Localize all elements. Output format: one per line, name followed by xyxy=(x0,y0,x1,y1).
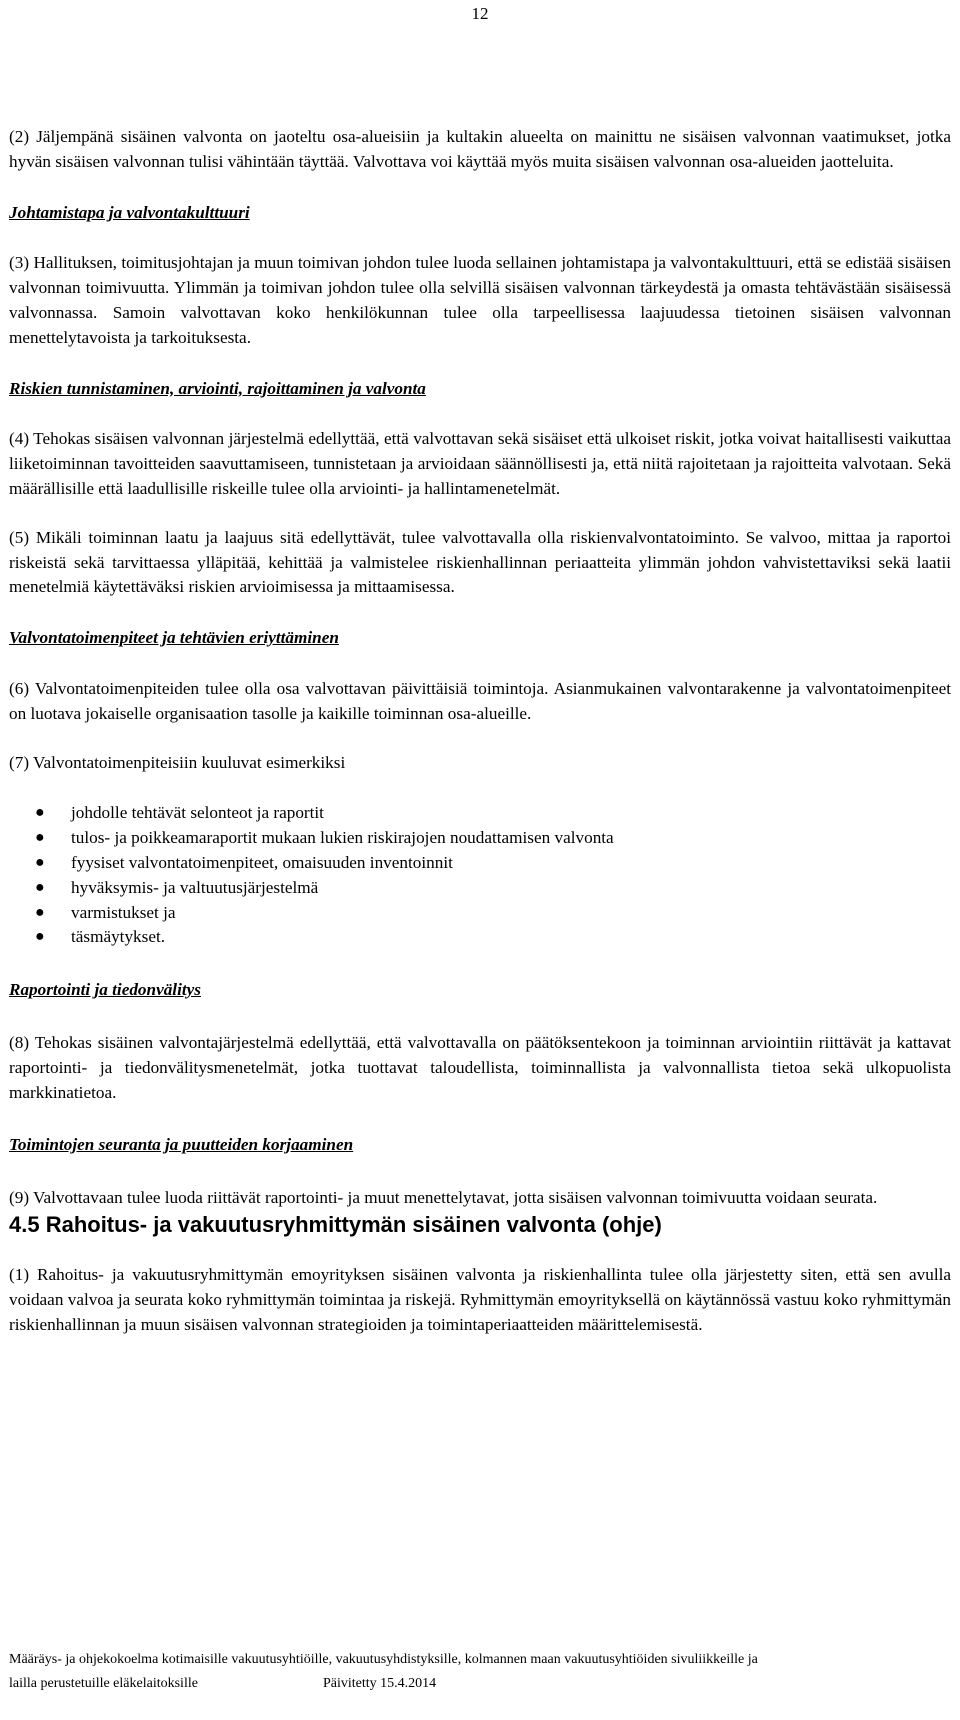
heading-raportointi: Raportointi ja tiedonvälitys xyxy=(9,980,201,1000)
list-item: ● tulos- ja poikkeamaraportit mukaan lukien riskirajojen noudattamisen valvonta xyxy=(9,826,951,851)
paragraph-3: (3) Hallituksen, toimitusjohtajan ja muun toimivan johdon tulee luoda sellainen johtamistapa ja valvontakulttuuri, että se edistää sisäisen valvonnan toimivuutta. Ylimmän ja toimivan johdon tulee olla selvillä sisäisen valvonnan tärkeydestä ja omasta tehtävästään sisäisessä valvonnassa. Samoin valvottavan koko henkilökunnan tulee olla tarpeellisessa laajuudessa tietoinen sisäisen valvonnan menettelytavoista ja tarkoituksesta. xyxy=(9,253,951,347)
heading-riskien-tunnistaminen: Riskien tunnistaminen, arviointi, rajoittaminen ja valvonta xyxy=(9,378,426,398)
bullet-icon: ● xyxy=(35,928,45,946)
heading-toimintojen-seuranta: Toimintojen seuranta ja puutteiden korjaaminen xyxy=(9,1135,354,1155)
paragraph-6: (6) Valvontatoimenpiteiden tulee olla osa valvottavan päivittäisiä toimintoja. Asianmukainen valvontarakenne ja valvontatoimenpiteet on luotava jokaiselle organisaation tasolle ja kaikille toiminnan osa-alueille. xyxy=(9,678,951,723)
document-body xyxy=(9,125,951,1337)
paragraph-9: (9) Valvottavaan tulee luoda riittävät raportointi- ja muut menettelytavat, jotta sisäisen valvonnan toimivuutta voidaan seurata. xyxy=(9,1188,878,1208)
bullet-icon: ● xyxy=(35,804,45,822)
footer-updated-date: Päivitetty 15.4.2014 xyxy=(322,1676,437,1691)
list-item: ● fyysiset valvontatoimenpiteet, omaisuuden inventoinnit xyxy=(9,851,951,876)
page-number: 12 xyxy=(471,4,489,23)
list-item: ● täsmäytykset. xyxy=(9,925,951,950)
bullet-list xyxy=(9,801,951,950)
list-item: ● johdolle tehtävät selonteot ja raportit xyxy=(9,801,951,826)
footer-line-2 xyxy=(9,1672,955,1696)
bullet-icon: ● xyxy=(35,853,45,871)
list-item: ● hyväksymis- ja valtuutusjärjestelmä xyxy=(9,876,951,901)
paragraph-10: (1) Rahoitus- ja vakuutusryhmittymän emoyrityksen sisäinen valvonta ja riskienhallinta tulee olla järjestetty siten, että sen avulla voidaan valvoa ja seurata koko ryhmittymän toimintaa ja riskejä. Ryhmittymän emoyrityksellä on käytännössä vastuu koko ryhmittymän riskienhallinnan ja muun sisäisen valvonnan strategioiden ja toimintaperiaatteiden määrittelemisestä. xyxy=(9,1264,951,1334)
paragraph-7: (7) Valvontatoimenpiteisiin kuuluvat esimerkiksi xyxy=(9,752,346,772)
bullet-icon: ● xyxy=(35,829,45,847)
heading-johtamistapa: Johtamistapa ja valvontakulttuuri xyxy=(9,202,250,222)
bullet-icon: ● xyxy=(35,878,45,896)
paragraph-8: (8) Tehokas sisäinen valvontajärjestelmä edellyttää, että valvottavalla on päätöksentekoon ja toiminnan arviointiin riittävät ja kattavat raportointi- ja tiedonvälitysmenetelmät, jotka tuottavat taloudellista, toiminnallista ja valvonnallista tietoa sekä ulkopuolista markkinatietoa. xyxy=(9,1032,951,1102)
section-title: 4.5 Rahoitus- ja vakuutusryhmittymän sisäinen valvonta (ohje) xyxy=(9,1211,662,1237)
footer-line-1: Määräys- ja ohjekokoelma kotimaisille vakuutusyhtiöille, vakuutusyhdistyksille, kolmannen maan vakuutusyhtiöiden sivuliikkeille ja xyxy=(9,1652,758,1667)
footer-line-2-text: lailla perustetuille eläkelaitoksille xyxy=(9,1676,198,1691)
footer xyxy=(9,1648,955,1696)
heading-valvontatoimenpiteet: Valvontatoimenpiteet ja tehtävien eriyttäminen xyxy=(9,628,339,648)
paragraph-5: (5) Mikäli toiminnan laatu ja laajuus sitä edellyttävät, tulee valvottavalla olla riskienvalvontatoiminto. Se valvoo, mittaa ja raportoi riskeistä sekä tarvittaessa ylläpitää, kehittää ja valmistelee riskienhallinnan periaatteita ylimmän johdon vahvistettaviksi sekä laatii menetelmiä käytettäväksi riskien arvioimisessa ja mittaamisessa. xyxy=(9,527,951,597)
paragraph-2: (2) Jäljempänä sisäinen valvonta on jaoteltu osa-alueisiin ja kultakin alueelta on mainittu ne sisäisen valvonnan vaatimukset, jotka hyvän sisäisen valvonnan tulisi vähintään täyttää. Valvottava voi käyttää myös muita sisäisen valvonnan osa-alueiden jaotteluita. xyxy=(9,127,951,171)
bullet-icon: ● xyxy=(35,903,45,921)
paragraph-4: (4) Tehokas sisäisen valvonnan järjestelmä edellyttää, että valvottavan sekä sisäiset että ulkoiset riskit, jotka voivat haitallisesti vaikuttaa liiketoiminnan tavoitteiden saavuttamiseen, tunnistetaan ja arvioidaan säännöllisesti ja, että niitä rajoitetaan ja rajoitteita valvotaan. Sekä määrällisille että laadullisille riskeille tulee olla arviointi- ja hallintamenetelmät. xyxy=(9,429,951,498)
list-item: ● varmistukset ja xyxy=(9,901,951,926)
